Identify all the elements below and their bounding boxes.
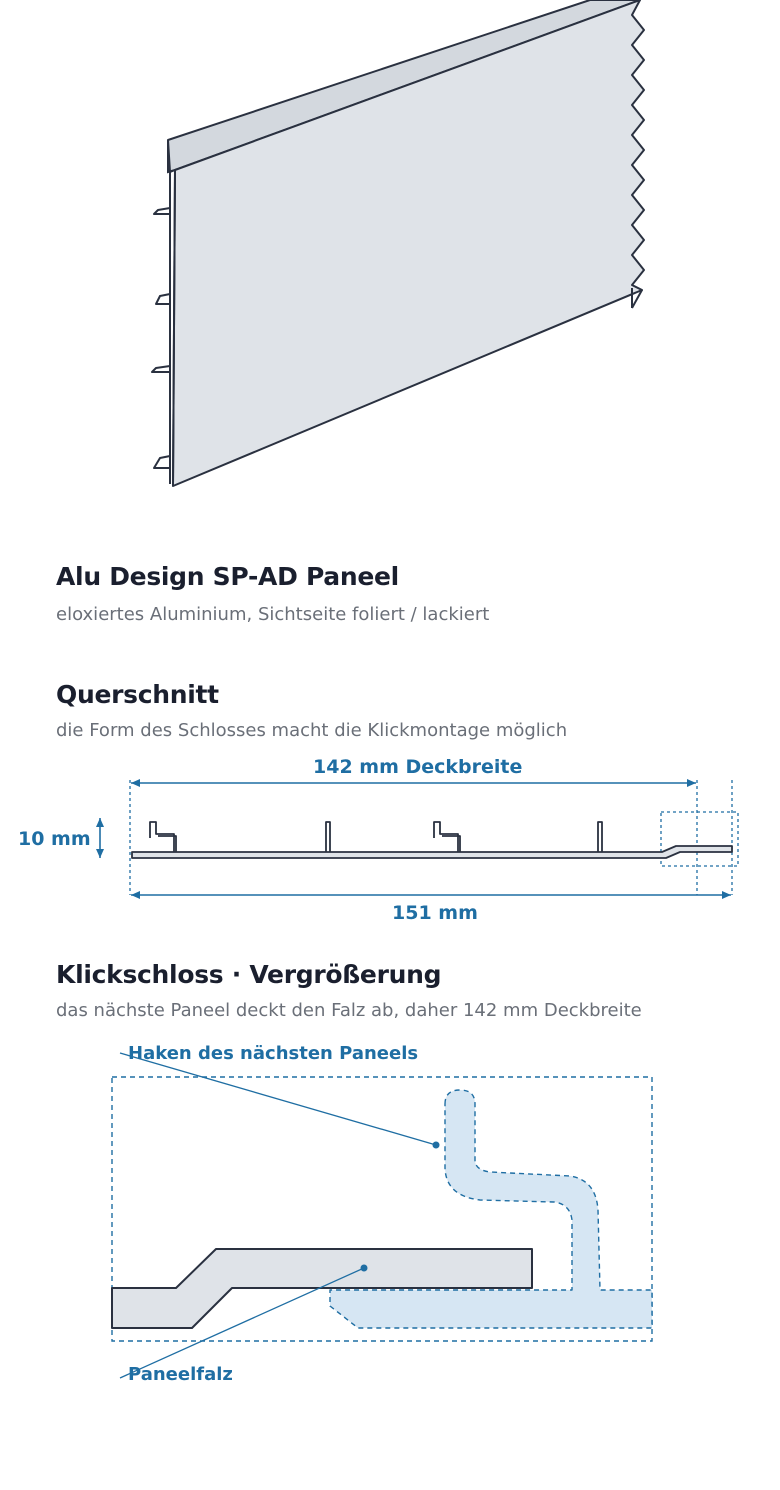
hook-leader-line (120, 1053, 436, 1145)
product-title: Alu Design SP-AD Paneel (56, 562, 399, 591)
panel-hooks (152, 208, 170, 468)
total-width-label: 151 mm (392, 902, 478, 924)
fold-callout-label: Paneelfalz (128, 1364, 233, 1385)
profile-ribs (150, 822, 602, 852)
hook-callout-label: Haken des nächsten Paneels (128, 1043, 419, 1064)
zoom-region-box (661, 812, 738, 866)
click-lock-title: Klickschloss · Vergrößerung (56, 960, 442, 989)
fold-leader-dot (361, 1265, 368, 1272)
product-subtitle: eloxiertes Aluminium, Sichtseite foliert / lackiert (56, 604, 490, 625)
click-lock-subtitle: das nächste Paneel deckt den Falz ab, daher 142 mm Deckbreite (56, 1000, 642, 1021)
click-lock-diagram (0, 1050, 780, 1390)
next-panel-hook (330, 1090, 652, 1328)
cross-section-diagram (0, 770, 780, 910)
height-label: 10 mm (18, 828, 91, 850)
profile-outline (132, 846, 732, 858)
cover-width-label: 142 mm Deckbreite (313, 756, 523, 778)
cross-section-title: Querschnitt (56, 680, 219, 709)
panel-illustration (0, 0, 780, 520)
cross-section-subtitle: die Form des Schlosses macht die Klickmontage möglich (56, 720, 568, 741)
hook-leader-dot (433, 1142, 440, 1149)
